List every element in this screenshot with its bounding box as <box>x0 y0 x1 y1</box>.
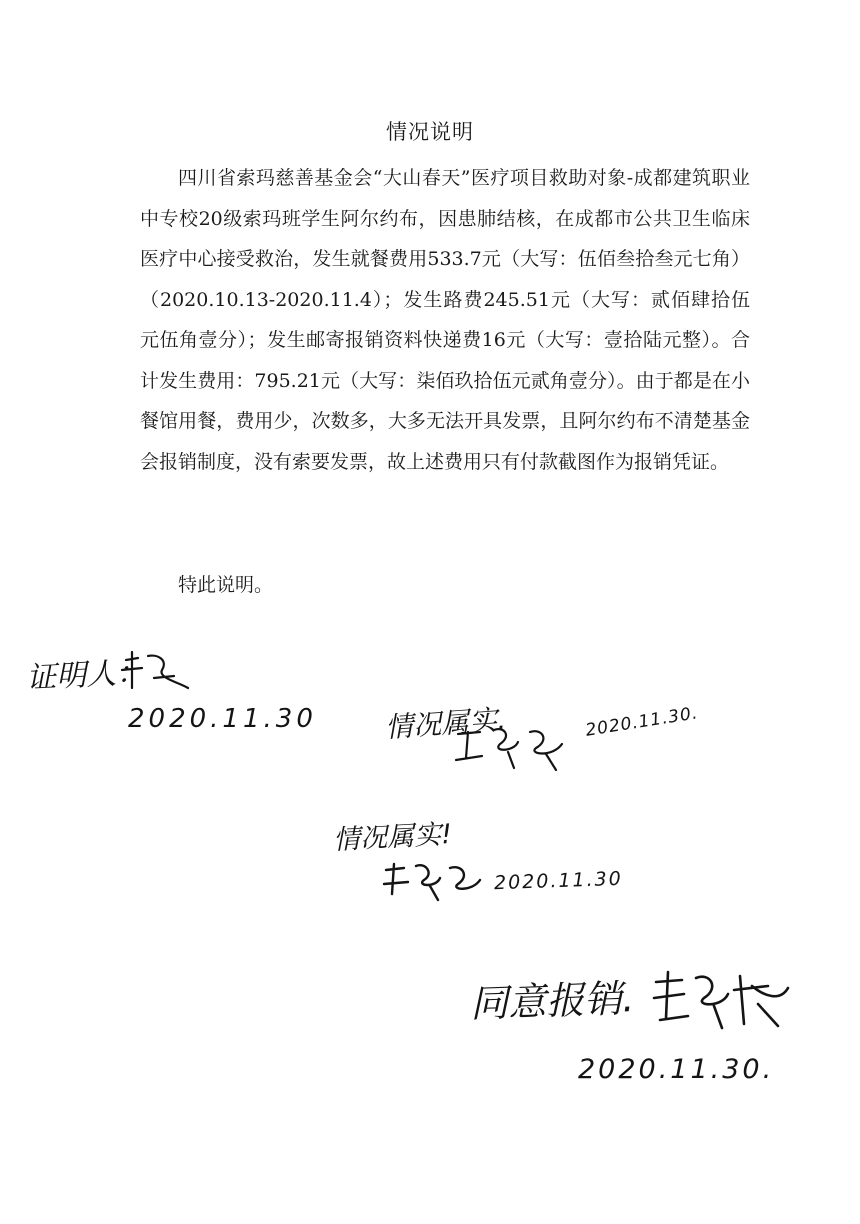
witness-signature <box>118 648 198 698</box>
approval-date: 2020.11.30. <box>578 1054 775 1085</box>
confirmation-note-1: 情况属实. <box>384 702 508 745</box>
approval-note: 同意报销. <box>469 976 635 1026</box>
witness-date: 2020.11.30 <box>128 704 317 734</box>
witness-label: 证明人： <box>25 654 148 697</box>
document-title: 情况说明 <box>386 120 474 144</box>
body-paragraph: 四川省索玛慈善基金会“大山春天”医疗项目救助对象-成都建筑职业中专校20级索玛班学生阿尔约布，因患肺结核，在成都市公共卫生临床医疗中心接受救治，发生就餐费用533.7元（大写：伍佰叁拾叁元七角）（2020.10.13-2020.11.4）；发生路费245.51元（大写：贰佰肆拾伍元伍角壹分）；发生邮寄报销资料快递费16元（大写：壹拾陆元整）。合计发生费用：795.21元（大写：柒佰玖拾伍元贰角壹分）。由于都是在小餐馆用餐，费用少，次数多，大多无法开具发票，且阿尔约布不清楚基金会报销制度，没有索要发票，故上述费用只有付款截图作为报销凭证。 <box>140 167 750 473</box>
approver-signature <box>648 968 798 1038</box>
closing-line: 特此说明。 <box>178 574 274 596</box>
signer-1-date: 2020.11.30. <box>584 703 700 741</box>
signer-2-date: 2020.11.30 <box>493 867 624 895</box>
signer-1-signature <box>452 722 582 777</box>
confirmation-note-2: 情况属实! <box>332 818 453 857</box>
signer-2-signature <box>380 860 490 905</box>
